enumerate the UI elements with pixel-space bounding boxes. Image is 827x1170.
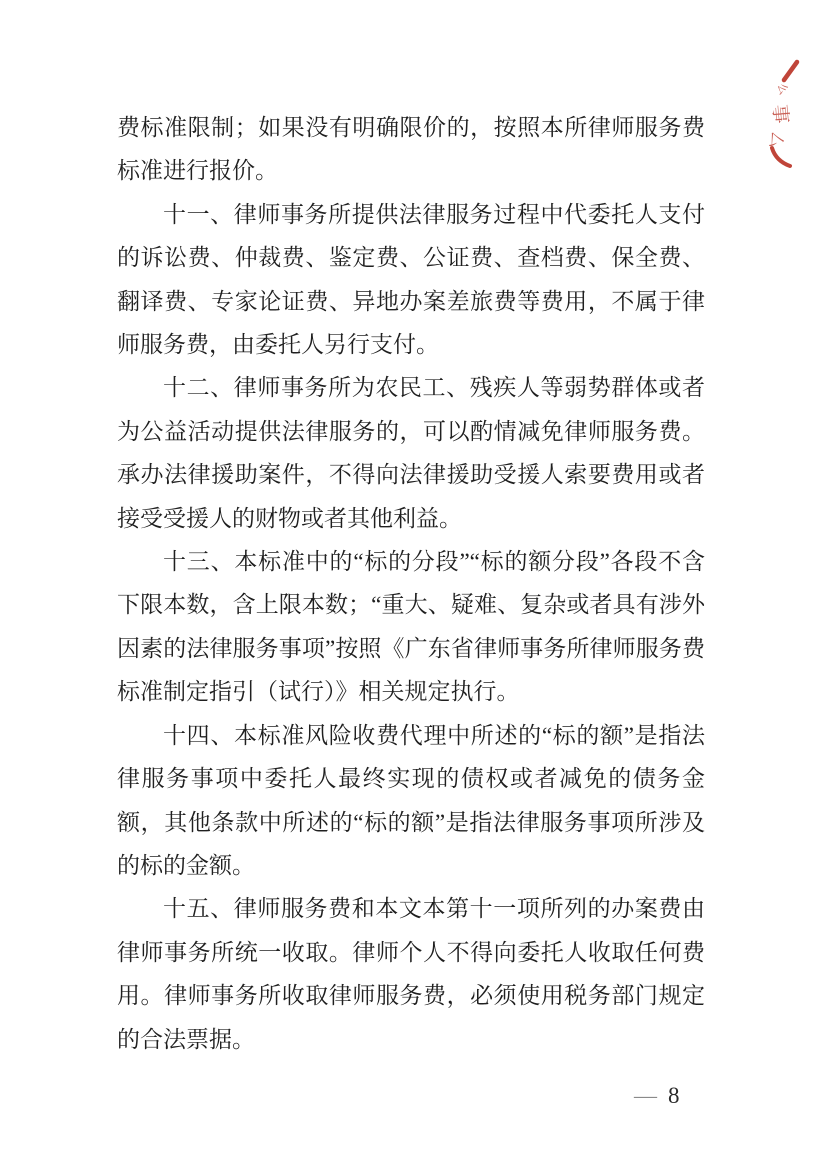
- paragraph-item-14: 十四、本标准风险收费代理中所述的“标的额”是指法律服务事项中委托人最终实现的债权或者减免的债务金额，其他条款中所述的“标的额”是指法律服务事项所涉及的标的金额。: [117, 722, 705, 878]
- document-body: [117, 106, 705, 1061]
- paragraph-item-12: 十二、律师事务所为农民工、残疾人等弱势群体或者为公益活动提供法律服务的，可以酌情减免律师服务费。承办法律援助案件，不得向法律援助受援人索要费用或者接受受援人的财物或者其他利益。: [117, 375, 705, 531]
- seal-glyph-small: 么: [774, 82, 790, 97]
- paragraph-item-15: 十五、律师服务费和本文本第十一项所列的办案费由律师事务所统一收取。律师个人不得向委托人收取任何费用。律师事务所收取律师服务费，必须使用税务部门规定的合法票据。: [117, 896, 705, 1052]
- red-seal-fragment: [760, 56, 827, 174]
- paragraph-item-13: 十三、本标准中的“标的分段”“标的额分段”各段不含下限本数，含上限本数；“重大、疑难、复杂或者具有涉外因素的法律服务事项”按照《广东省律师事务所律师服务费标准制定指引（试行）》相关规定执行。: [117, 549, 705, 705]
- page-footer: [634, 1083, 681, 1109]
- seal-arc-bottom: [772, 148, 790, 166]
- page-number: 8: [668, 1083, 681, 1108]
- page-number-dash: —: [634, 1083, 658, 1108]
- seal-glyph-middle: 事: [768, 103, 791, 125]
- paragraph-item-11: 十一、律师事务所提供法律服务过程中代委托人支付的诉讼费、仲裁费、鉴定费、公证费、查档费、保全费、翻译费、专家论证费、异地办案差旅费等费用，不属于律师服务费，由委托人另行支付。: [117, 201, 705, 358]
- paragraph-continuation: 费标准限制；如果没有明确限价的，按照本所律师服务费标准进行报价。: [117, 115, 705, 184]
- seal-glyph-bottom: 厶: [765, 130, 786, 150]
- seal-arc-top: [784, 62, 797, 80]
